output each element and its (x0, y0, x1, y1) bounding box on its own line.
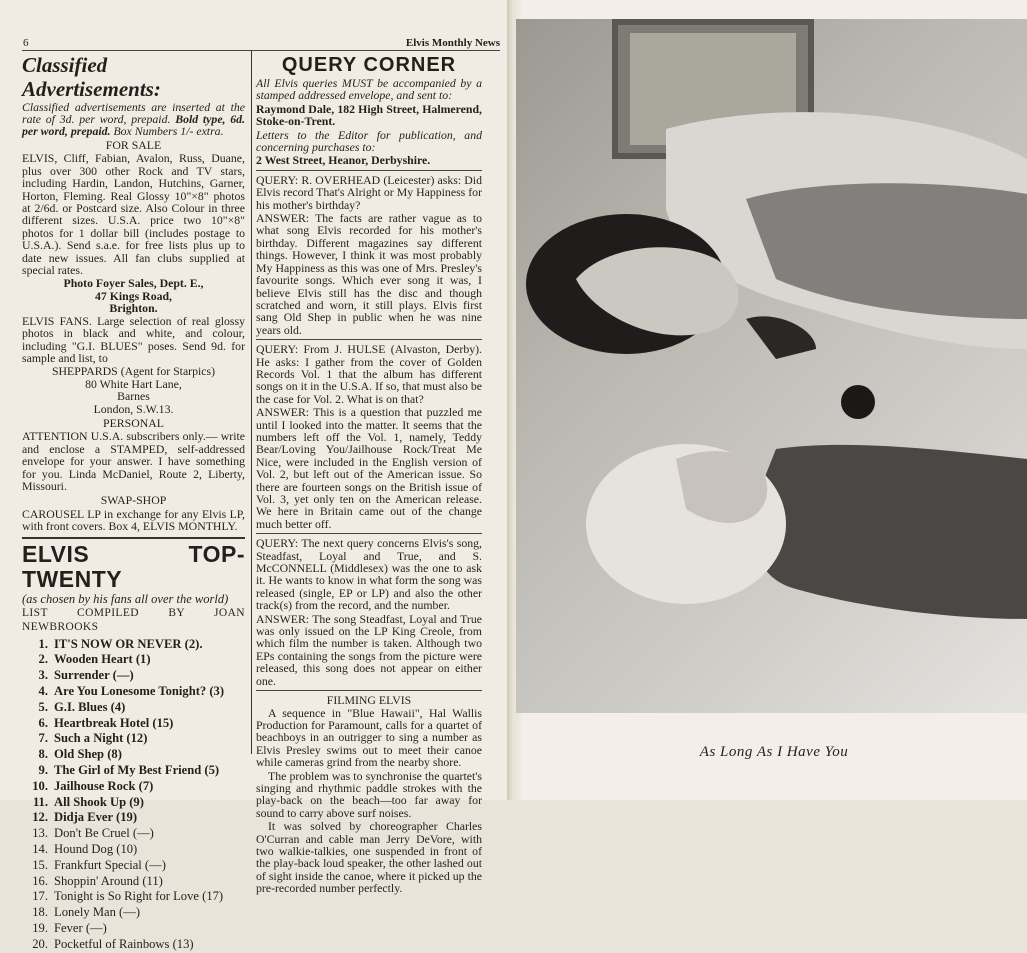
entry-rank: 7. (38, 731, 48, 746)
filming-para-2: The problem was to synchronise the quartet's singing and rhythmic paddle strokes with the play-back on the beach—too far away for sound to carry above surf noises. (256, 768, 482, 820)
ad-address-line-1: Photo Foyer Sales, Dept. E., (63, 276, 204, 291)
top-twenty-entry (22, 889, 245, 905)
entry-rank: 9. (38, 762, 48, 777)
filming-para-1: A sequence in "Blue Hawaii", Hal Wallis Production for Paramount, calls for a quartet of beachboys in an outrigger to sing a number as Elvis Presley swims out to meet their canoe while cameras grind from the nearby shore. (256, 705, 482, 770)
page-number: 6 (23, 37, 29, 49)
entry-rank: 10. (32, 778, 48, 793)
intro-box-numbers: Box Numbers 1/- extra. (113, 124, 224, 138)
top-twenty-list (22, 637, 245, 953)
entry-title: IT'S NOW OR NEVER (2). (54, 636, 203, 651)
entry-title: Shoppin' Around (11) (54, 873, 163, 888)
letters-to-editor: Letters to the Editor for publication, and concerning purchases to: (256, 127, 482, 155)
entry-title: Pocketful of Rainbows (13) (54, 936, 194, 951)
entry-title: Heartbreak Hotel (15) (54, 715, 174, 730)
query-rule-2 (256, 339, 482, 340)
entry-rank: 8. (38, 747, 48, 762)
top-twenty-entry (22, 716, 245, 732)
answer-1: ANSWER: The facts are rather vague as to what song Elvis recorded for his mother's birthday. Different magazines say different things. However, I think it was most probably My Happiness as this was one of Mrs. Presley's favourite songs. Which ever song it was, I believe Elvis still has the disc and though scratched and worn, it still plays. Elvis first sang Old Shep in public when he was nine years old. (256, 211, 482, 337)
entry-title: Old Shep (8) (54, 747, 122, 762)
top-twenty-compiled-by: LIST COMPILED BY JOAN NEWBROOKS (22, 606, 245, 633)
ad-address-line-3: Brighton. (109, 301, 158, 316)
left-column (22, 53, 245, 953)
classified-intro (22, 101, 245, 137)
entry-rank: 4. (38, 683, 48, 698)
figures-illustration (516, 19, 1027, 713)
top-twenty-entry (22, 810, 245, 826)
entry-title: G.I. Blues (4) (54, 699, 126, 714)
entry-title: Tonight is So Right for Love (17) (54, 889, 224, 904)
top-twenty-entry (22, 795, 245, 811)
ad-sheppards-addr-1: 80 White Hart Lane, (85, 376, 182, 391)
woman-dress-shape (752, 445, 1027, 619)
intro-rate: Classified advertisements are inserted at the rate of 3d. per word, prepaid. (22, 100, 245, 126)
query-2: QUERY: From J. HULSE (Alvaston, Derby). He asks: I gather from the cover of Golden Records Vol. 1 that the album has different songs on it in the U.S.A. If so, that must also be the case for Vol. 2. What is on that? (256, 342, 482, 406)
entry-rank: 19. (32, 920, 48, 935)
filming-para-3: It was solved by choreographer Charles O'Curran and cable man Jerry DeVore, with two walkie-talkies, one suspended in front of the play-back loud speaker, the other lashed out of sight inside the canoe, where it picked up the pre-recorded number perfectly. (256, 819, 482, 896)
photo-caption: As Long As I Have You (699, 744, 849, 760)
apple-shape (841, 385, 875, 419)
entry-title: The Girl of My Best Friend (5) (54, 762, 220, 777)
answer-2: ANSWER: This is a question that puzzled me until I looked into the matter. It seems that the numbers left off the Vol. 1, namely, Teddy Bear/Loving You/Jailhouse Rock/Treat Me Nice, were included in the English version of Vol. 2, but left out of the American issue. So there are fourteen songs on the British issue of Vol. 3, yet only ten on the American release. We here in Britain came out of the change much better off. (256, 405, 482, 531)
top-twenty-entry (22, 826, 245, 842)
ad-sheppards-name: SHEPPARDS (Agent for Starpics) (51, 364, 216, 379)
swap-shop-heading: SWAP-SHOP (100, 493, 167, 508)
entry-rank: 2. (38, 652, 48, 667)
entry-rank: 17. (32, 889, 48, 904)
top-twenty-entry (22, 763, 245, 779)
top-twenty-subtitle: (as chosen by his fans all over the world) (22, 591, 229, 606)
entry-rank: 1. (38, 636, 48, 651)
entry-rank: 5. (38, 699, 48, 714)
entry-rank: 11. (32, 794, 48, 809)
answer-3: ANSWER: The song Steadfast, Loyal and True was only issued on the LP King Creole, from which film the number is taken. Although two EPs containing the songs from the picture were released, this song does not appear on either one. (256, 611, 482, 688)
middle-column (256, 53, 482, 896)
column-divider (251, 51, 252, 754)
entry-rank: 20. (32, 936, 48, 951)
top-twenty-entry (22, 921, 245, 937)
personal-ad: ATTENTION U.S.A. subscribers only.— write and enclose a STAMPED, self-addressed envelope for your answer. I have something for you. Linda McDaniel, Route 2, Liberty, Missouri. (22, 429, 245, 493)
entry-rank: 16. (32, 873, 48, 888)
entry-title: Frankfurt Special (—) (54, 857, 166, 872)
filming-title: FILMING ELVIS (326, 693, 412, 708)
entry-title: Are You Lonesome Tonight? (3) (54, 683, 225, 698)
personal-heading: PERSONAL (103, 415, 164, 430)
entry-rank: 13. (32, 826, 48, 841)
top-twenty-entry (22, 668, 245, 684)
query-rule-3 (256, 533, 482, 534)
top-twenty-entry (22, 905, 245, 921)
top-twenty-entry (22, 937, 245, 953)
top-twenty-entry (22, 858, 245, 874)
top-twenty-title: ELVIS TOP-TWENTY (22, 540, 245, 592)
entry-title: Hound Dog (10) (54, 841, 138, 856)
top-twenty-entry (22, 747, 245, 763)
entry-rank: 15. (32, 857, 48, 872)
header-rule (22, 50, 500, 51)
filming-rule (256, 690, 482, 691)
entry-title: Such a Night (12) (54, 731, 148, 746)
top-twenty-entry (22, 684, 245, 700)
for-sale-heading: FOR SALE (105, 138, 162, 152)
intro-bold-rate: Bold type, 6d. per word, prepaid. (22, 112, 246, 138)
ad-address-line-2: 47 Kings Road, (94, 288, 173, 303)
hand-shape (746, 316, 816, 359)
top-twenty-entry (22, 731, 245, 747)
entry-title: Wooden Heart (1) (54, 652, 151, 667)
letters-address: 2 West Street, Heanor, Derbyshire. (256, 153, 431, 168)
query-intro: All Elvis queries MUST be accompanied by a stamped addressed envelope, and sent to: (256, 76, 482, 103)
entry-title: Jailhouse Rock (7) (54, 778, 154, 793)
entry-title: Fever (—) (54, 920, 107, 935)
top-twenty-entry (22, 637, 245, 653)
entry-title: Surrender (—) (54, 668, 134, 683)
entry-rank: 12. (32, 810, 48, 825)
top-twenty-entry (22, 779, 245, 795)
entry-rank: 3. (38, 668, 48, 683)
magazine-name: Elvis Monthly News (405, 37, 500, 49)
query-address: Raymond Dale, 182 High Street, Halmerend, Stoke-on-Trent. (256, 101, 482, 129)
top-twenty-entry (22, 652, 245, 668)
entry-rank: 18. (32, 905, 48, 920)
ad-elvis-fans: ELVIS FANS. Large selection of real glossy photos in black and white, and colour, including "G.I. BLUES" poses. Send 9d. for sample and list, to (22, 313, 245, 365)
entry-title: Lonely Man (—) (54, 905, 141, 920)
section-rule (22, 537, 245, 539)
query-1: QUERY: R. OVERHEAD (Leicester) asks: Did Elvis record That's Alright or My Happiness for his mother's birthday? (256, 172, 482, 212)
entry-title: Don't Be Cruel (—) (54, 826, 154, 841)
top-twenty-entry (22, 874, 245, 890)
ad-sheppards-addr-2: Barnes (117, 389, 150, 404)
entry-title: All Shook Up (9) (54, 794, 144, 809)
query-corner-title: QUERY CORNER (281, 54, 457, 76)
entry-rank: 14. (32, 841, 48, 856)
top-twenty-entry (22, 700, 245, 716)
top-twenty-entry (22, 842, 245, 858)
swap-shop-ad: CAROUSEL LP in exchange for any Elvis LP, with front covers. Box 4, ELVIS MONTHLY. (22, 506, 245, 534)
query-3: QUERY: The next query concerns Elvis's song, Steadfast, Loyal and True, and S. McCONNELL (Middlesex) was the one to ask it. He wants to know in what form the song was released (single, EP or LP) and also the other track(s) from the record, and the number. (256, 536, 482, 613)
query-rule (256, 170, 482, 171)
film-still-photo (516, 19, 1027, 713)
entry-title: Didja Ever (19) (54, 810, 138, 825)
ad-sheppards-addr-3: London, S.W.13. (93, 401, 174, 416)
entry-rank: 6. (38, 715, 48, 730)
ad-photo-foyer: ELVIS, Cliff, Fabian, Avalon, Russ, Duane, plus over 300 other Rock and TV stars, including Hardin, Landon, Hutchins, Garner, Horton, Fleming. Real Glossy 10"×8" photos at 2/6d. or Postcard size. Also Colour in three different sizes. U.S.A. price two 10"×8" photos for 1 dollar bill (includes postage to U.S.A.). Send s.a.e. for free lists plus up to date new issues. All fan clubs supplied at special rates. (22, 151, 245, 278)
classified-title: Classified Advertisements: (22, 53, 161, 101)
